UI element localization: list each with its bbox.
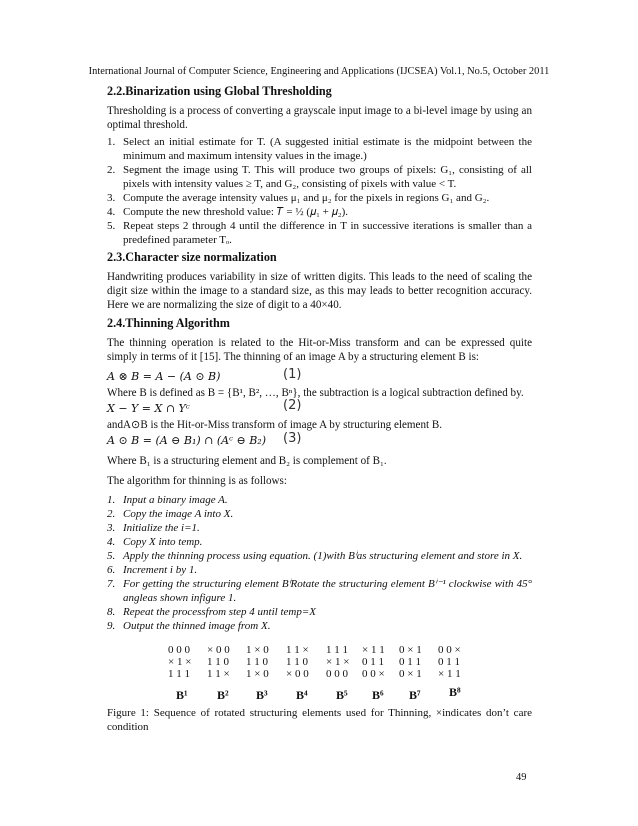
matrix-row: × 1 × [168,656,192,668]
matrix-label: B³ [256,688,268,702]
matrix-row: × 1 × [326,656,350,668]
matrix-row: × 1 1 [438,668,461,680]
list-text: Repeat steps 2 through 4 until the difference in T in successive iterations is smaller than a predefined parameter Tₒ. [123,220,532,246]
list-number: 5. [107,220,116,232]
paragraph-where-b: Where B is defined as B = {B¹, B², …, Bⁿ}, the subtraction is a logical subtraction defined by. [107,387,524,399]
list-item [107,522,532,536]
matrix-row: 0 × 1 [399,644,422,656]
list-number: 4. [107,206,116,218]
matrix-row: 1 1 1 [326,644,348,656]
list-number: 2. [107,508,116,520]
list-item [107,564,532,578]
matrix-row: 1 × 0 [246,644,269,656]
list-item [107,536,532,550]
list-number: 8. [107,606,116,618]
matrix-label: B⁷ [409,688,421,702]
list-text: Output the thinned image from X. [123,620,271,632]
matrix-label: B⁶ [372,688,384,702]
equation-2: 𝑋 − 𝑌 = 𝑋 ∩ 𝑌ᶜ [107,402,190,415]
list-text: Copy the image A into X. [123,508,234,520]
list-item [107,550,532,564]
matrix-row: 1 1 1 [168,668,190,680]
matrix-row: × 1 1 [362,644,385,656]
structuring-element-matrix [246,644,269,680]
matrix-row: 1 1 × [207,668,230,680]
matrix-row: 0 0 × [438,644,461,656]
list-item [107,508,532,522]
matrix-row: 0 0 0 [168,644,190,656]
paragraph-thresholding-intro: Thresholding is a process of converting a grayscale input image to a bi-level image by using an optimal threshold. [107,105,532,132]
matrix-row: 0 0 × [362,668,385,680]
matrix-row: 1 1 0 [246,656,268,668]
list-text: Input a binary image A. [123,494,228,506]
list-item [107,578,532,605]
list-text: Repeat the processfrom step 4 until temp=X [123,606,316,618]
list-text: Segment the image using T. This will produce two groups of pixels: G₁, consisting of all pixels with intensity values ≥ T, and G₂, consisting of pixels with value < T. [123,164,532,190]
matrix-row: 1 1 × [286,644,309,656]
list-number: 2. [107,164,116,176]
list-text: For getting the structuring element BⁱRotate the structuring element Bⁱ⁻¹ clockwise with 45° angleas shown infigure 1. [123,578,532,604]
paragraph-thinning-intro: The thinning operation is related to the Hit-or-Miss transform and can be expressed quite simply in terms of it [15]. The thinning of an image A by a structuring element B is: [107,337,532,364]
running-header: International Journal of Computer Science, Engineering and Applications (IJCSEA) Vol.1, No.5, October 2011 [88,66,550,77]
structuring-element-matrix [399,644,422,680]
list-number: 5. [107,550,116,562]
matrix-row: 0 1 1 [438,656,460,668]
list-item [107,136,532,163]
list-item [107,164,532,191]
matrix-label: B⁵ [336,688,348,702]
equation-number-3: (3) [283,431,302,446]
list-number: 3. [107,192,116,204]
matrix-label: B⁴ [296,688,308,702]
matrix-row: × 0 0 [286,668,309,680]
list-number: 6. [107,564,116,576]
section-heading-size-normalization: 2.3.Character size normalization [107,250,277,264]
matrix-row: 1 1 0 [207,656,229,668]
list-number: 1. [107,136,116,148]
matrix-row: 1 1 0 [286,656,308,668]
matrix-row: 0 1 1 [399,656,421,668]
page-number: 49 [516,772,527,783]
paragraph-algorithm-intro: The algorithm for thinning is as follows: [107,475,287,487]
structuring-element-matrix [362,644,385,680]
list-number: 7. [107,578,116,590]
list-text: Increment i by 1. [123,564,198,576]
list-number: 1. [107,494,116,506]
list-text: Select an initial estimate for T. (A suggested initial estimate is the midpoint between the minimum and maximum intensity values in the image.) [123,136,532,162]
structuring-element-matrix [286,644,309,680]
section-heading-binarization: 2.2.Binarization using Global Thresholding [107,84,332,98]
section-heading-thinning: 2.4.Thinning Algorithm [107,316,230,330]
matrix-label: B² [217,688,229,702]
list-number: 3. [107,522,116,534]
equation-1: 𝐴 ⊗ 𝐵 = 𝐴 − (𝐴 ⊙ 𝐵) [107,370,221,383]
list-number: 9. [107,620,116,632]
equation-number-2: (2) [283,398,302,413]
paragraph-hit-or-miss: andA⊙B is the Hit-or-Miss transform of image A by structuring element B. [107,419,443,431]
list-item [107,494,532,508]
list-item [107,606,532,620]
list-number: 4. [107,536,116,548]
list-text: Compute the average intensity values μ₁ and μ₂ for the pixels in regions G₁ and G₂. [123,192,490,204]
matrix-row: 1 × 0 [246,668,269,680]
figure-caption: Figure 1: Sequence of rotated structuring elements used for Thinning, ×indicates don’t care condition [107,707,532,733]
structuring-element-matrix [438,644,461,680]
paragraph-size-normalization: Handwriting produces variability in size of written digits. This leads to the need of scaling the digit size within the image to a standard size, as this may leads to better recognition accuracy. Here we are normalizing the size of digit to a 40×40. [107,271,532,312]
matrix-row: 0 0 0 [326,668,348,680]
equation-number-1: (1) [283,367,302,382]
list-text: Copy X into temp. [123,536,203,548]
list-text: Apply the thinning process using equation. (1)with Bⁱas structuring element and store in X. [123,550,523,562]
structuring-element-matrix [207,644,230,680]
structuring-element-matrix [326,644,349,680]
equation-3: 𝐴 ⊙ 𝐵 = (𝐴 ⊖ 𝐵₁) ∩ (𝐴ᶜ ⊖ 𝐵₂) [107,434,266,447]
matrix-row: 0 1 1 [362,656,384,668]
matrix-row: 0 × 1 [399,668,422,680]
matrix-label: B¹ [176,688,188,702]
paragraph-where-b1: Where B₁ is a structuring element and B₂ is complement of B₁. [107,455,387,467]
list-item [107,192,532,206]
matrix-label: B⁸ [449,685,461,699]
list-item [107,206,532,220]
list-item [107,620,532,634]
structuring-element-matrix [168,644,191,680]
list-text: Compute the new threshold value: 𝑇 = ½ (𝜇₁ + 𝜇₂). [123,206,348,218]
list-text: Initialize the i=1. [123,522,200,534]
list-item [107,220,532,247]
matrix-row: × 0 0 [207,644,230,656]
